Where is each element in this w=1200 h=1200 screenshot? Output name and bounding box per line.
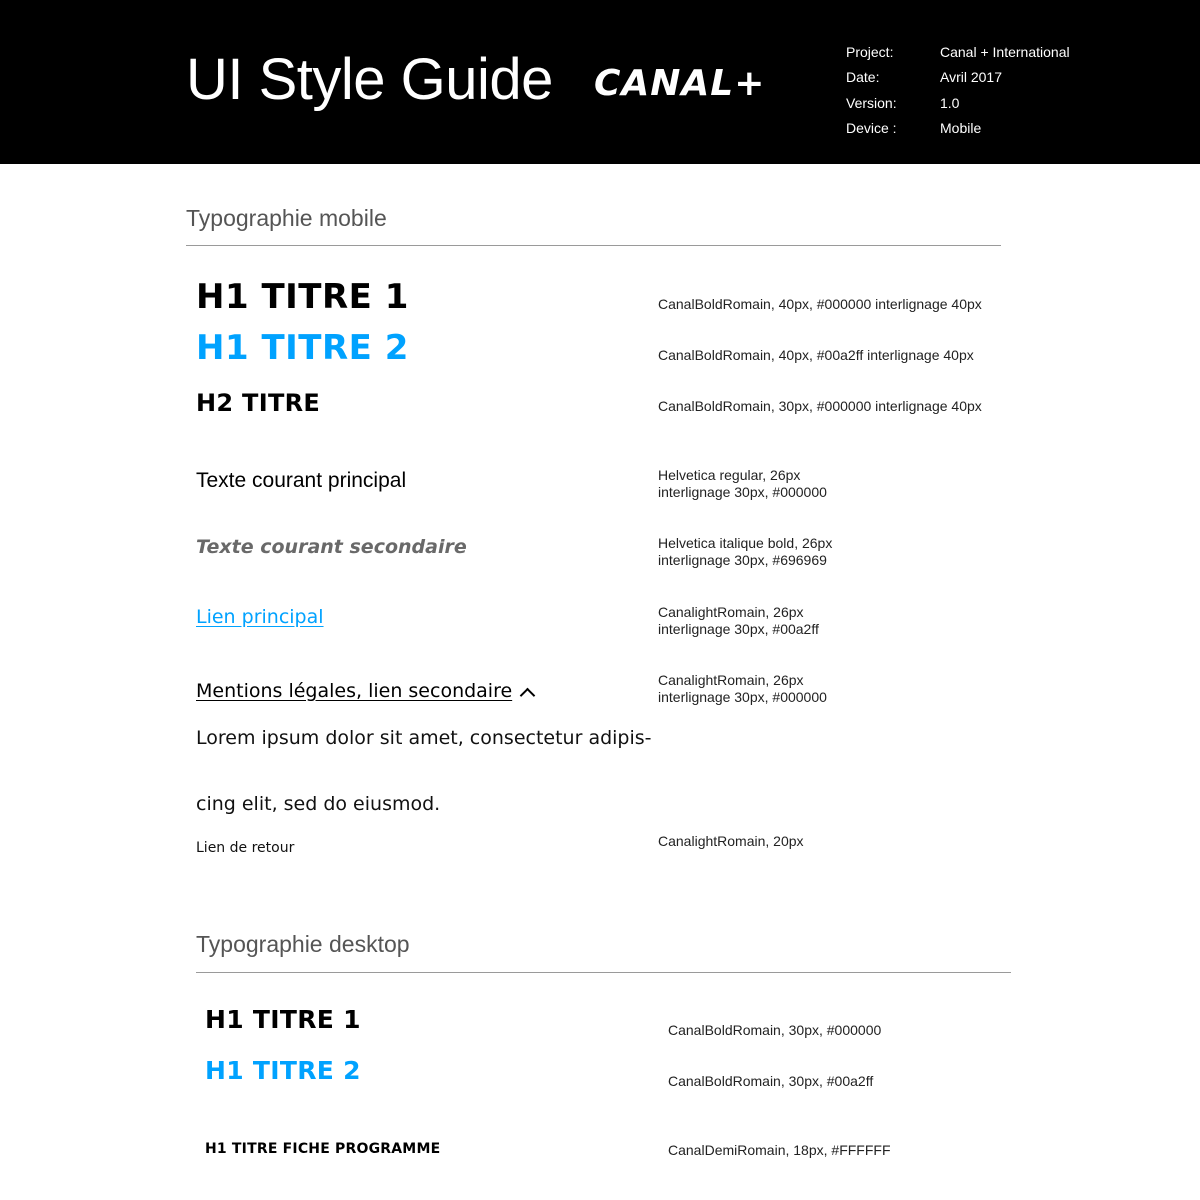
meta-label-date: Date: (846, 69, 880, 85)
lorem-text-line1: Lorem ipsum dolor sit amet, consectetur adipis- (196, 727, 652, 749)
spec-texte-principal-line1: Helvetica regular, 26px (658, 467, 801, 483)
meta-value-date: Avril 2017 (940, 69, 1003, 85)
sample-lien-de-retour[interactable]: Lien de retour (196, 840, 295, 856)
spec-h1-titre-2-desktop: CanalBoldRomain, 30px, #00a2ff (668, 1073, 874, 1089)
lorem-text-line2: cing elit, sed do eiusmod. (196, 793, 441, 815)
meta-label-device: Device : (846, 120, 897, 136)
meta-value-version: 1.0 (940, 95, 960, 111)
spec-h1-titre-1-mobile: CanalBoldRomain, 40px, #000000 interlignage 40px (658, 296, 982, 312)
chevron-up-icon[interactable] (520, 688, 536, 704)
spec-lien-principal-line2: interlignage 30px, #00a2ff (658, 621, 819, 637)
spec-h1-titre-fiche-programme: CanalDemiRomain, 18px, #FFFFFF (668, 1142, 891, 1158)
sample-h1-titre-fiche-programme: H1 TITRE FICHE PROGRAMME (205, 1141, 441, 1157)
spec-h1-titre-1-desktop: CanalBoldRomain, 30px, #000000 (668, 1022, 882, 1038)
section-title-mobile: Typographie mobile (186, 205, 387, 231)
spec-texte-principal-line2: interlignage 30px, #000000 (658, 484, 827, 500)
sample-h1-titre-2-desktop: H1 TITRE 2 (205, 1056, 361, 1085)
section-divider-desktop (196, 972, 1011, 973)
sample-texte-courant-principal: Texte courant principal (196, 469, 407, 492)
header-band (0, 0, 1200, 164)
spec-mentions-line1: CanalightRomain, 26px (658, 672, 804, 688)
page-title: UI Style Guide (186, 47, 553, 112)
section-divider-mobile (186, 245, 1001, 246)
section-title-desktop: Typographie desktop (196, 931, 410, 957)
sample-texte-courant-secondaire: Texte courant secondaire (196, 536, 467, 558)
spec-mentions-line2: interlignage 30px, #000000 (658, 689, 827, 705)
spec-texte-secondaire-line1: Helvetica italique bold, 26px (658, 535, 833, 551)
meta-label-project: Project: (846, 44, 894, 60)
spec-h1-titre-2-mobile: CanalBoldRomain, 40px, #00a2ff interlignage 40px (658, 347, 974, 363)
meta-label-version: Version: (846, 95, 897, 111)
sample-h1-titre-2-mobile: H1 TITRE 2 (196, 328, 409, 368)
sample-h1-titre-1-mobile: H1 TITRE 1 (196, 277, 409, 317)
meta-value-project: Canal + International (940, 44, 1070, 60)
spec-h2-titre-mobile: CanalBoldRomain, 30px, #000000 interlignage 40px (658, 398, 982, 414)
sample-lien-principal[interactable]: Lien principal (196, 606, 324, 628)
spec-lien-principal-line1: CanalightRomain, 26px (658, 604, 804, 620)
sample-h1-titre-1-desktop: H1 TITRE 1 (205, 1005, 361, 1034)
sample-h2-titre-mobile: H2 TITRE (196, 389, 321, 417)
spec-texte-secondaire-line2: interlignage 30px, #696969 (658, 552, 827, 568)
meta-value-device: Mobile (940, 120, 982, 136)
sample-mentions-legales-link[interactable]: Mentions légales, lien secondaire (196, 680, 513, 702)
spec-lien-de-retour: CanalightRomain, 20px (658, 833, 804, 849)
canal-plus-logo: CANAL+ (594, 63, 766, 104)
